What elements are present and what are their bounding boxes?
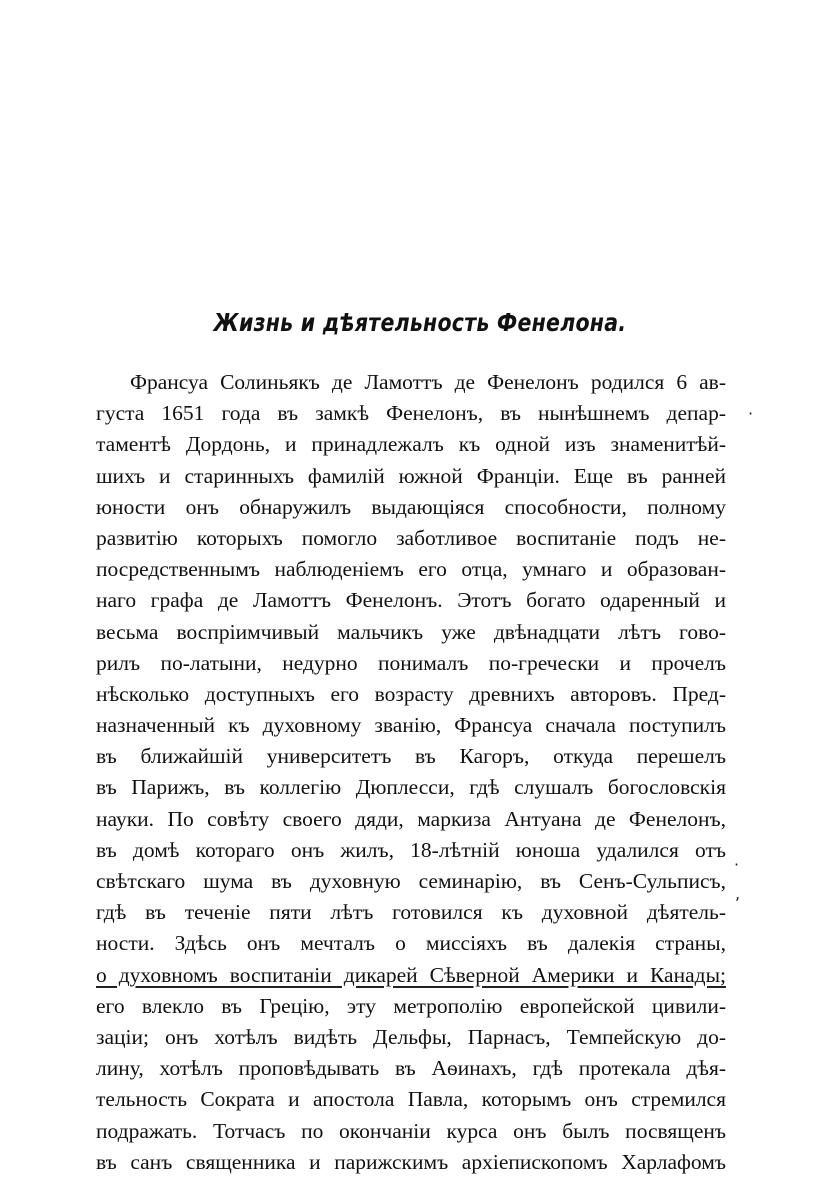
underlined-text-line: [96, 960, 726, 991]
text-line: лину, хотѣлъ проповѣдывать въ Аѳинахъ, гдѣ протекала дѣя-: [96, 1056, 726, 1081]
text-line: посредственнымъ наблюденіемъ его отца, умнаго и образован-: [96, 557, 726, 582]
text-line: развитію которыхъ помогло заботливое воспитаніе подъ не-: [96, 525, 726, 550]
text-line: шихъ и старинныхъ фамилій южной Франціи. Еще въ ранней: [96, 463, 726, 488]
margin-dot-mark: ·: [734, 855, 740, 874]
text-line: Франсуа Солиньякъ де Ламоттъ де Фенелонъ родился 6 ав-: [130, 370, 726, 394]
text-line: подражать. Тотчасъ по окончаніи курса онъ былъ посвященъ: [96, 1118, 726, 1143]
text-line: его влекло въ Грецію, эту метрополію европейской цивили-: [96, 993, 726, 1018]
margin-dot-mark: ,: [735, 884, 741, 903]
text-line: рилъ по-латыни, недурно понималъ по-гречески и прочелъ: [96, 650, 726, 675]
margin-dot-mark: ·: [748, 404, 754, 423]
text-line: весьма воспріимчивый мальчикъ уже двѣнадцати лѣтъ гово-: [96, 619, 726, 644]
text-line: въ санъ священника и парижскимъ архіепископомъ Харлафомъ: [96, 1149, 726, 1174]
text-line: науки. По совѣту своего дяди, маркиза Антуана де Фенелонъ,: [96, 806, 726, 831]
text-line: въ домѣ котораго онъ жилъ, 18-лѣтній юноша удалился отъ: [96, 837, 726, 862]
text-line: юности онъ обнаружилъ выдающіяся способности, полному: [96, 494, 726, 519]
text-line: назначенный къ духовному званію, Франсуа сначала поступилъ: [96, 713, 726, 738]
text-line: тельность Сократа и апостола Павла, которымъ онъ стремился: [96, 1087, 726, 1112]
body-text: [96, 367, 726, 1178]
text-line: нѣсколько доступныхъ его возрасту древнихъ авторовъ. Пред-: [96, 681, 726, 706]
text-line: въ ближайшій университетъ въ Кагоръ, откуда перешелъ: [96, 744, 726, 769]
text-line: въ Парижъ, въ коллегію Дюплесси, гдѣ слушалъ богословскія: [96, 775, 726, 800]
text-line: таментѣ Дордонь, и принадлежалъ къ одной изъ знаменитѣй-: [96, 432, 726, 457]
text-line: густа 1651 года въ замкѣ Фенелонъ, въ нынѣшнемъ депар-: [96, 401, 726, 426]
text-line: ности. Здѣсь онъ мечталъ о миссіяхъ въ далекія страны,: [96, 931, 726, 956]
chapter-title: Жизнь и дѣятельность Фенелона.: [213, 308, 627, 337]
text-line: гдѣ въ теченіе пяти лѣтъ готовился къ духовной дѣятель-: [96, 900, 726, 925]
underlined-passage: о духовномъ воспитаніи дикарей Сѣверной Америки и Канады;: [96, 962, 726, 987]
text-line: заціи; онъ хотѣлъ видѣть Дельфы, Парнасъ, Темпейскую до-: [96, 1024, 726, 1049]
text-line: наго графа де Ламоттъ Фенелонъ. Этотъ богато одаренный и: [96, 588, 726, 613]
text-line: свѣтскаго шума въ духовную семинарію, въ Сенъ-Сульписъ,: [96, 869, 726, 893]
